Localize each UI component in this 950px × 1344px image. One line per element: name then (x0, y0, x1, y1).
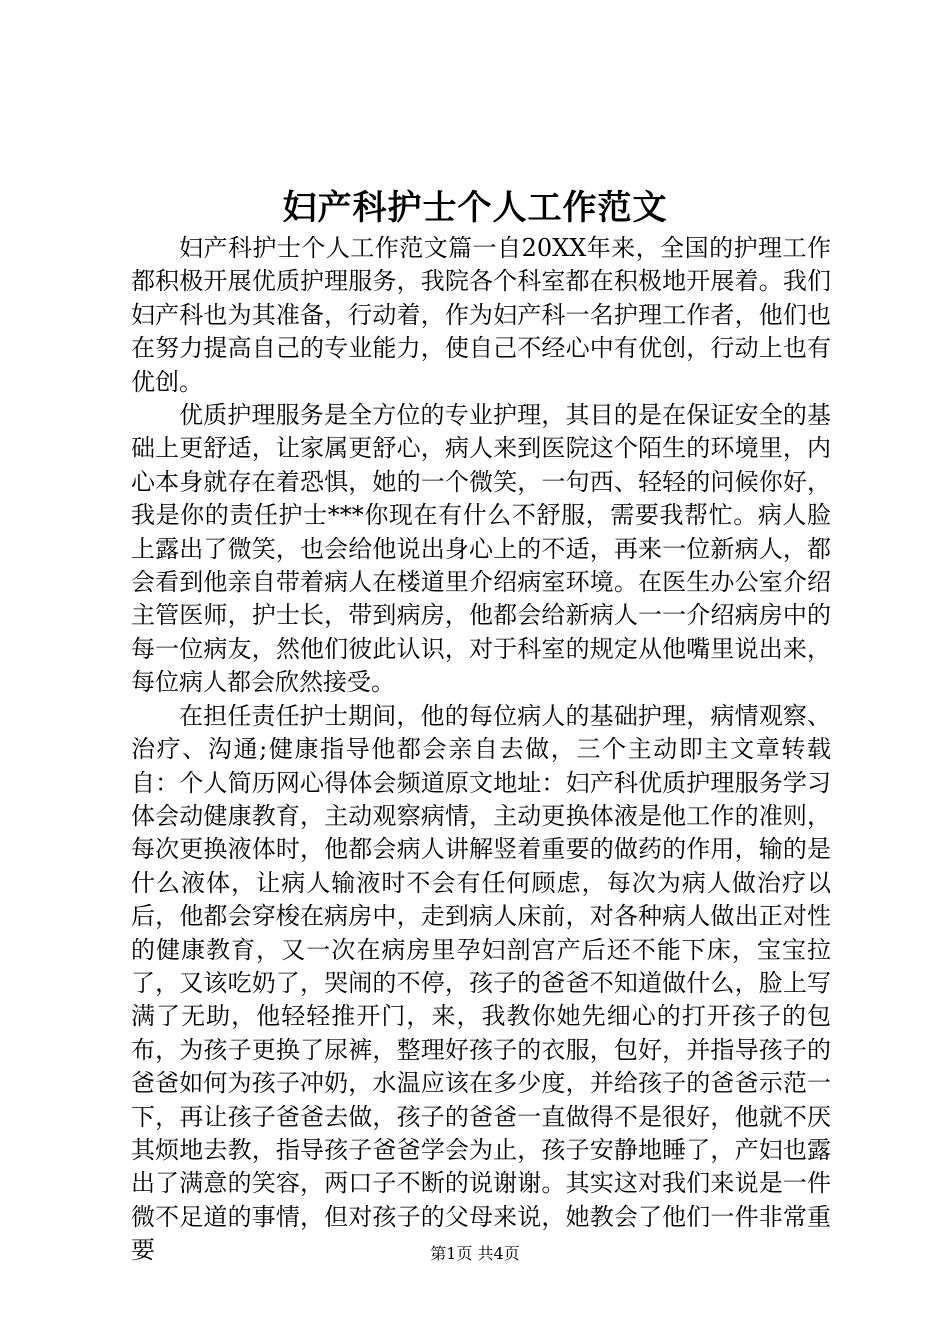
paragraph-3: 在担任责任护士期间，他的每位病人的基础护理，病情观察、治疗、沟通;健康指导他都会亲自去做，三个主动即主文章转载自：个人简历网心得体会频道原文地址：妇产科优质护理服务学习体会动健康教育，主动观察病情，主动更换体液是他工作的准则，每次更换液体时，他都会病人讲解竖着重要的做药的作用，输的是什么液体，让病人输液时不会有任何顾虑，每次为病人做治疗以后，他都会穿梭在病房中，走到病人床前，对各种病人做出正对性的健康教育，又一次在病房里孕妇剖宫产后还不能下床，宝宝拉了，又该吃奶了，哭闹的不停，孩子的爸爸不知道做什么，脸上写满了无助，他轻轻推开门，来，我教你她先细心的打开孩子的包布，为孩子更换了尿裤，整理好孩子的衣服，包好，并指导孩子的爸爸如何为孩子冲奶，水温应该在多少度，并给孩子的爸爸示范一下，再让孩子爸爸去做，孩子的爸爸一直做得不是很好，他就不厌其烦地去教，指导孩子爸爸学会为止，孩子安静地睡了，产妇也露出了满意的笑容，两口子不断的说谢谢。其实这对我们来说是一件微不足道的事情，但对孩子的父母来说，她教会了他们一件非常重要 (131, 701, 831, 1265)
paragraph-1: 妇产科护士个人工作范文篇一自20XX年来，全国的护理工作都积极开展优质护理服务，我院各个科室都在积极地开展着。我们妇产科也为其准备，行动着，作为妇产科一名护理工作者，他们也在努力提高自己的专业能力，使自己不经心中有优创，行动上也有优创。 (131, 234, 831, 396)
paragraph-2: 优质护理服务是全方位的专业护理，其目的是在保证安全的基础上更舒适，让家属更舒心，病人来到医院这个陌生的环境里，内心本身就存在着恐惧，她的一个微笑，一句西、轻轻的问候你好，我是你的责任护士***你现在有什么不舒服，需要我帮忙。病人脸上露出了微笑，也会给他说出身心上的不适，再来一位新病人，都会看到他亲自带着病人在楼道里介绍病室环境。在医生办公室介绍主管医师，护士长，带到病房，他都会给新病人一一介绍病房中的每一位病友，然他们彼此认识，对于科室的规定从他嘴里说出来，每位病人都会欣然接受。 (131, 401, 831, 697)
body-text (131, 232, 831, 1268)
page-title: 妇产科护士个人工作范文 (282, 188, 668, 228)
page-footer: 第1页 共4页 (430, 1244, 520, 1263)
